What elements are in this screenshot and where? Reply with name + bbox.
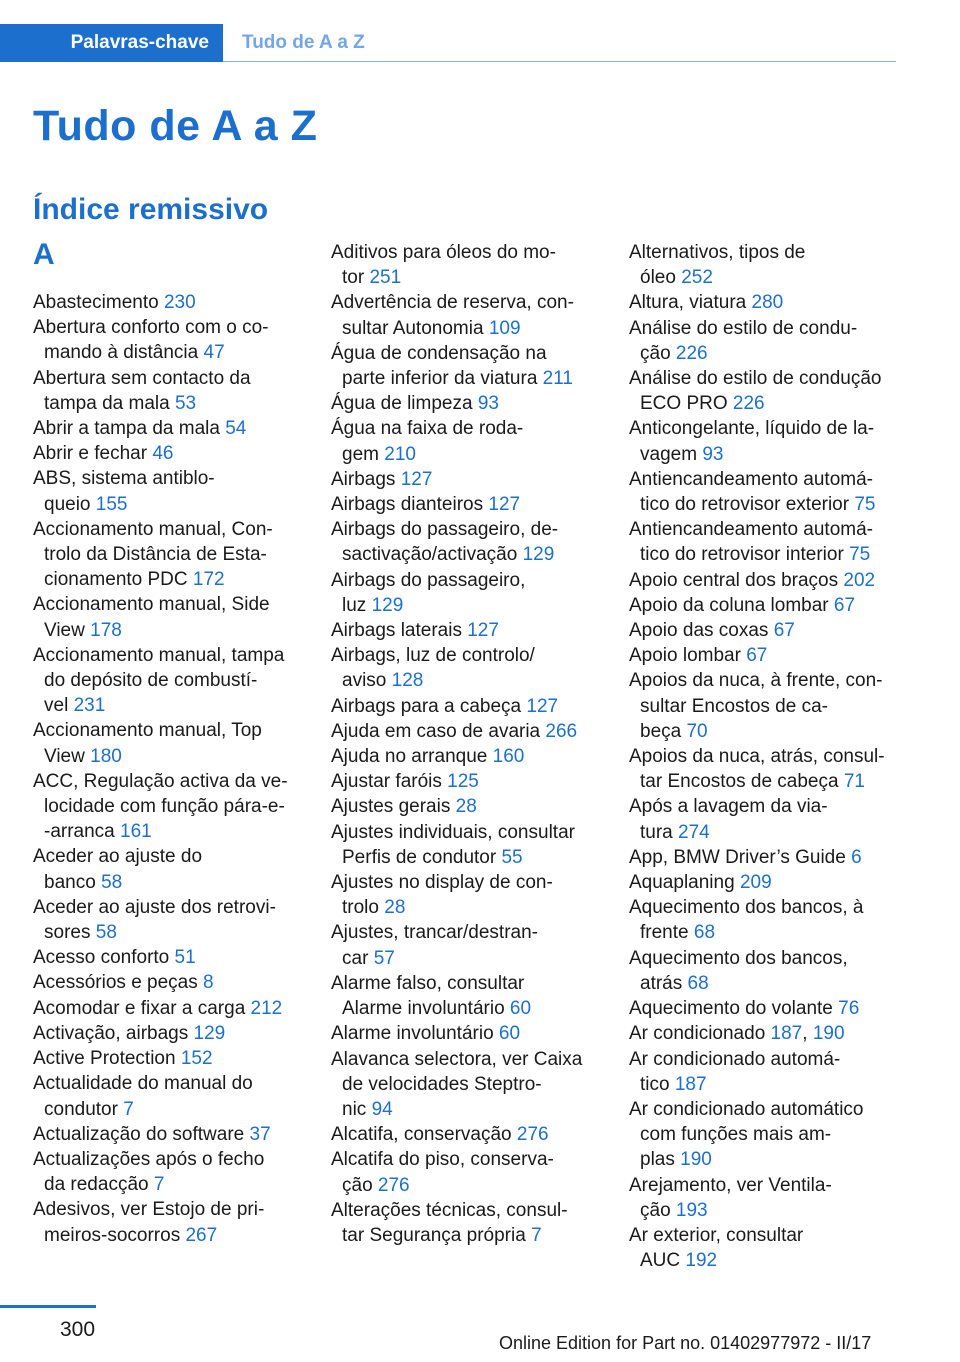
page-ref-link[interactable]: 7 bbox=[153, 1174, 165, 1196]
entry-text: Apoios da nuca, atrás, consul- bbox=[629, 746, 885, 768]
entry-text: nic bbox=[342, 1098, 367, 1120]
index-entry bbox=[33, 718, 308, 768]
entry-text: Antiencandeamento automá- bbox=[629, 519, 873, 541]
index-entry bbox=[331, 467, 606, 492]
entry-text: com funções mais am- bbox=[640, 1124, 832, 1146]
entry-text: de velocidades Steptro- bbox=[342, 1073, 542, 1095]
page-ref-link[interactable]: 51 bbox=[174, 947, 196, 969]
entry-text: gem bbox=[342, 443, 379, 465]
index-entry bbox=[331, 643, 606, 693]
entry-text: Alcatifa do piso, conserva- bbox=[331, 1149, 554, 1171]
page-ref-link[interactable]: 76 bbox=[838, 998, 860, 1020]
index-entry bbox=[629, 593, 904, 618]
entry-text: Advertência de reserva, con- bbox=[331, 292, 574, 314]
index-entry bbox=[331, 1147, 606, 1197]
index-entry bbox=[629, 1223, 904, 1273]
entry-text: ABS, sistema antiblo- bbox=[33, 468, 215, 490]
entry-text: Aquecimento do volante bbox=[629, 998, 833, 1020]
index-entry bbox=[33, 1046, 308, 1071]
index-entry bbox=[331, 794, 606, 819]
index-entry bbox=[33, 466, 308, 516]
index-entry bbox=[331, 1198, 606, 1248]
page-ref-link[interactable]: 202 bbox=[843, 569, 876, 591]
entry-text: Ajustes no display de con- bbox=[331, 872, 553, 894]
entry-text: da redacção bbox=[44, 1174, 149, 1196]
index-entry bbox=[33, 945, 308, 970]
index-entry bbox=[33, 1021, 308, 1046]
entry-text: Acessórios e peças bbox=[33, 972, 198, 994]
entry-text: ção bbox=[640, 342, 671, 364]
page-ref-link[interactable]: 125 bbox=[447, 771, 479, 793]
page-ref-link[interactable]: 127 bbox=[400, 468, 433, 490]
page-ref-link[interactable]: 226 bbox=[675, 342, 708, 364]
entry-text: ção bbox=[342, 1174, 373, 1196]
entry-text: aviso bbox=[342, 670, 387, 692]
index-entry bbox=[629, 618, 904, 643]
entry-text: Abrir a tampa da mala bbox=[33, 418, 220, 440]
index-entry bbox=[33, 290, 308, 315]
entry-text: Airbags dianteiros bbox=[331, 494, 484, 516]
page-ref-link[interactable]: 93 bbox=[477, 393, 499, 415]
page-ref-link[interactable]: 68 bbox=[693, 922, 716, 944]
entry-text: Ajuda no arranque bbox=[331, 746, 488, 768]
entry-text: Alarme falso, consultar bbox=[331, 972, 525, 994]
entry-text: tampa da mala bbox=[44, 392, 170, 414]
entry-text: Ar condicionado automá- bbox=[629, 1048, 841, 1070]
index-entry bbox=[331, 568, 606, 618]
page-ref-link[interactable]: 178 bbox=[90, 619, 122, 641]
entry-text: Perfis de condutor bbox=[342, 846, 497, 868]
entry-text: meiros-socorros bbox=[44, 1224, 181, 1246]
index-entry bbox=[629, 744, 904, 794]
entry-text: vagem bbox=[640, 443, 698, 465]
entry-text: Alternativos, tipos de bbox=[629, 242, 806, 263]
entry-text: locidade com função pára-e- bbox=[44, 796, 285, 818]
entry-text: Abrir e fechar bbox=[33, 443, 148, 465]
entry-text: luz bbox=[342, 594, 367, 616]
entry-text: queio bbox=[44, 493, 91, 515]
entry-text: Aceder ao ajuste do bbox=[33, 846, 203, 868]
entry-text: Alarme involuntário bbox=[342, 998, 505, 1020]
index-entry bbox=[33, 895, 308, 945]
page-ref-link[interactable]: 160 bbox=[492, 746, 525, 768]
entry-text: condutor bbox=[44, 1098, 118, 1120]
page-ref-link[interactable]: 58 bbox=[101, 871, 123, 893]
entry-text: Alterações técnicas, consul- bbox=[331, 1199, 568, 1221]
entry-text: Actualização do software bbox=[33, 1123, 245, 1145]
page-ref-link[interactable]: 75 bbox=[849, 544, 871, 566]
index-entry bbox=[629, 1097, 904, 1173]
page-ref-link[interactable]: 127 bbox=[467, 620, 499, 642]
page-ref-link[interactable]: 129 bbox=[371, 594, 404, 616]
index-entry bbox=[331, 517, 606, 567]
index-entry bbox=[331, 1021, 606, 1046]
page-ref-link[interactable]: 46 bbox=[152, 443, 174, 465]
entry-text: Apoio da coluna lombar bbox=[629, 594, 829, 616]
index-entry bbox=[33, 643, 308, 719]
index-entry bbox=[331, 240, 606, 290]
index-entry bbox=[331, 1047, 606, 1123]
index-entry bbox=[331, 719, 606, 744]
index-entry bbox=[629, 895, 904, 945]
page-ref-link[interactable]: 8 bbox=[203, 972, 214, 994]
entry-text: do depósito de combustí- bbox=[44, 670, 258, 692]
entry-text: Airbags bbox=[331, 468, 396, 490]
entry-text: Airbags, luz de controlo/ bbox=[331, 645, 535, 667]
entry-text: Accionamento manual, Top bbox=[33, 720, 262, 742]
entry-text: Accionamento manual, Con- bbox=[33, 518, 273, 540]
entry-text: Após a lavagem da via- bbox=[629, 796, 828, 818]
entry-text: Accionamento manual, tampa bbox=[33, 644, 285, 666]
page-ref-link[interactable]: 152 bbox=[180, 1048, 213, 1070]
index-entry bbox=[33, 1122, 308, 1147]
entry-text: Apoio das coxas bbox=[629, 620, 769, 642]
index-entry bbox=[629, 290, 904, 315]
entry-text: sores bbox=[44, 922, 91, 944]
entry-text: Acesso conforto bbox=[33, 947, 170, 969]
page-ref-link[interactable]: 57 bbox=[373, 947, 395, 969]
entry-text: Aceder ao ajuste dos retrovi- bbox=[33, 896, 276, 918]
entry-text: Adesivos, ver Estojo de pri- bbox=[33, 1199, 265, 1221]
entry-text: Airbags laterais bbox=[331, 620, 462, 642]
entry-text: Active Protection bbox=[33, 1048, 176, 1070]
entry-text: Actualizações após o fecho bbox=[33, 1148, 265, 1170]
index-column-1 bbox=[33, 290, 308, 1248]
entry-text: Ar exterior, consultar bbox=[629, 1224, 804, 1246]
entry-text: Accionamento manual, Side bbox=[33, 594, 270, 616]
page-ref-link[interactable]: 70 bbox=[686, 720, 708, 742]
entry-text: Apoio lombar bbox=[629, 645, 741, 667]
index-entry bbox=[629, 366, 904, 416]
index-entry bbox=[33, 769, 308, 845]
entry-text: banco bbox=[44, 871, 96, 893]
entry-text: tar Segurança própria bbox=[342, 1224, 526, 1246]
entry-text: Abertura conforto com o co- bbox=[33, 317, 269, 339]
index-entry bbox=[629, 1047, 904, 1097]
entry-text: tor bbox=[342, 267, 365, 289]
page-ref-link[interactable]: 280 bbox=[751, 292, 784, 314]
entry-text: Ar condicionado automático bbox=[629, 1098, 864, 1120]
entry-text: Alavanca selectora, ver Caixa bbox=[331, 1048, 583, 1070]
page-ref-link[interactable]: 193 bbox=[675, 1199, 708, 1221]
edition-note: Online Edition for Part no. 01402977972 - II/17 bbox=[499, 1333, 872, 1353]
entry-text: ção bbox=[640, 1199, 671, 1221]
index-entry: Ar condicionado 187, 190 bbox=[629, 1023, 845, 1045]
page-ref-link[interactable]: 231 bbox=[73, 695, 106, 717]
page-ref-link[interactable]: 187 bbox=[770, 1023, 803, 1045]
index-entry bbox=[331, 820, 606, 870]
entry-text: Airbags do passageiro, bbox=[331, 569, 526, 591]
page-ref-link[interactable]: 93 bbox=[702, 443, 724, 465]
page-ref-link[interactable]: 251 bbox=[369, 267, 402, 289]
entry-text: Água na faixa de roda- bbox=[331, 418, 524, 440]
index-entry bbox=[33, 970, 308, 995]
entry-text: Ajustes gerais bbox=[331, 796, 451, 818]
entry-text: sactivação/activação bbox=[342, 544, 518, 566]
entry-text: tar Encostos de cabeça bbox=[640, 771, 839, 793]
page-ref-link[interactable]: 155 bbox=[95, 493, 128, 515]
entry-text: tico bbox=[640, 1073, 670, 1095]
page-ref-link[interactable]: 211 bbox=[542, 368, 573, 390]
index-entry bbox=[331, 1122, 606, 1147]
page-ref-link[interactable]: 209 bbox=[739, 872, 772, 894]
index-entry bbox=[33, 1197, 308, 1247]
page-ref-link[interactable]: 37 bbox=[249, 1123, 271, 1145]
page-ref-link[interactable]: 172 bbox=[192, 569, 225, 591]
entry-text: AUC bbox=[640, 1250, 681, 1272]
index-entry bbox=[33, 1147, 308, 1197]
page-title: Tudo de A a Z bbox=[33, 102, 318, 150]
page-number: 300 bbox=[60, 1318, 96, 1341]
entry-text: Actualidade do manual do bbox=[33, 1073, 253, 1095]
index-entry bbox=[629, 517, 904, 567]
page-ref-link[interactable]: 252 bbox=[681, 267, 713, 289]
entry-text: Antiencandeamento automá- bbox=[629, 468, 873, 490]
page-ref-link[interactable]: 109 bbox=[488, 317, 521, 339]
entry-text: trolo da Distância de Esta- bbox=[44, 544, 267, 566]
entry-text: trolo bbox=[342, 897, 379, 919]
entry-text: Análise do estilo de condução bbox=[629, 368, 882, 390]
index-entry bbox=[331, 744, 606, 769]
entry-text: cionamento PDC bbox=[44, 569, 188, 591]
section-subtitle: Índice remissivo bbox=[33, 193, 269, 226]
entry-text: tico do retrovisor interior bbox=[640, 544, 844, 566]
index-entry bbox=[331, 492, 606, 517]
index-entry bbox=[629, 467, 904, 517]
page-ref-link[interactable]: 190 bbox=[680, 1149, 712, 1171]
index-entry bbox=[629, 870, 904, 895]
page-header bbox=[0, 24, 896, 62]
entry-text: ACC, Regulação activa da ve- bbox=[33, 770, 288, 792]
page-ref-link[interactable]: 67 bbox=[746, 645, 768, 667]
page-ref-link[interactable]: 226 bbox=[732, 393, 765, 415]
page-ref-link[interactable]: 7 bbox=[123, 1098, 134, 1120]
entry-text: -arranca bbox=[44, 821, 115, 843]
entry-text: óleo bbox=[640, 267, 676, 289]
index-entry bbox=[629, 568, 904, 593]
index-entry bbox=[629, 996, 904, 1021]
entry-text: Ajuda em caso de avaria bbox=[331, 720, 541, 742]
index-entry bbox=[629, 668, 904, 744]
tab-palavras-chave[interactable]: Palavras-chave bbox=[0, 24, 223, 62]
entry-text: frente bbox=[640, 922, 689, 944]
entry-text: View bbox=[44, 745, 85, 767]
index-entry bbox=[331, 391, 606, 416]
index-entry bbox=[33, 441, 308, 466]
index-entry bbox=[33, 844, 308, 894]
page-ref-link[interactable]: 187 bbox=[674, 1073, 707, 1095]
index-column-3 bbox=[629, 240, 904, 1273]
index-entry bbox=[33, 517, 308, 593]
index-entry bbox=[629, 946, 904, 996]
entry-text: Água de limpeza bbox=[331, 393, 473, 415]
index-entry bbox=[629, 845, 904, 870]
entry-text: plas bbox=[640, 1149, 675, 1171]
entry-text: parte inferior da viatura bbox=[342, 368, 538, 390]
entry-text: Ajustar faróis bbox=[331, 771, 442, 793]
entry-text: Aquaplaning bbox=[629, 872, 735, 894]
index-entry bbox=[629, 1173, 904, 1223]
index-entry bbox=[629, 240, 904, 290]
index-entry bbox=[331, 290, 606, 340]
entry-text: Airbags para a cabeça bbox=[331, 695, 522, 717]
index-entry bbox=[33, 315, 308, 365]
page-ref-link[interactable]: 60 bbox=[498, 1023, 521, 1045]
index-entry bbox=[33, 1071, 308, 1121]
index-entry bbox=[33, 996, 308, 1021]
page-ref-link[interactable]: 53 bbox=[174, 392, 197, 414]
entry-text: Aditivos para óleos do mo- bbox=[331, 242, 556, 263]
page-ref-link[interactable]: 94 bbox=[371, 1098, 393, 1120]
entry-text: Airbags do passageiro, de- bbox=[331, 519, 559, 541]
entry-text: Ajustes individuais, consultar bbox=[331, 821, 575, 843]
page-ref-link[interactable]: 75 bbox=[854, 494, 876, 516]
entry-text: Ar condicionado bbox=[629, 1023, 766, 1045]
page-ref-link[interactable]: 54 bbox=[225, 418, 247, 440]
page-ref-link[interactable]: 28 bbox=[455, 796, 477, 818]
page-ref-link[interactable]: 212 bbox=[250, 997, 283, 1019]
page-ref-link[interactable]: 67 bbox=[833, 594, 856, 616]
page-ref-link[interactable]: 180 bbox=[90, 745, 122, 767]
entry-text: Aquecimento dos bancos, bbox=[629, 947, 848, 969]
index-entry bbox=[331, 920, 606, 970]
entry-text: Apoio central dos braços bbox=[629, 569, 839, 591]
entry-text: Abertura sem contacto da bbox=[33, 367, 251, 389]
entry-text: Activação, airbags bbox=[33, 1022, 189, 1044]
tab-tudo-de-a-a-z[interactable]: Tudo de A a Z bbox=[242, 32, 365, 53]
index-entry bbox=[33, 416, 308, 441]
entry-text: beça bbox=[640, 720, 682, 742]
page-ref-link[interactable]: 28 bbox=[384, 897, 406, 919]
page-ref-link[interactable]: 47 bbox=[203, 342, 225, 364]
page-ref-link[interactable]: 68 bbox=[687, 972, 709, 994]
page-ref-link[interactable]: 71 bbox=[843, 771, 865, 793]
page-ref-link[interactable]: 58 bbox=[95, 922, 117, 944]
entry-text: Análise do estilo de condu- bbox=[629, 317, 858, 339]
entry-text: tura bbox=[640, 821, 673, 843]
page-ref-link[interactable]: 127 bbox=[488, 494, 521, 516]
index-entry bbox=[331, 618, 606, 643]
entry-text: tico do retrovisor exterior bbox=[640, 494, 850, 516]
page-ref-link[interactable]: 129 bbox=[193, 1022, 226, 1044]
entry-text: sultar Encostos de ca- bbox=[640, 695, 828, 717]
index-entry bbox=[331, 769, 606, 794]
page-ref-link[interactable]: 210 bbox=[384, 443, 416, 465]
entry-text: Aquecimento dos bancos, à bbox=[629, 897, 864, 919]
index-entry bbox=[331, 870, 606, 920]
entry-text: Altura, viatura bbox=[629, 292, 747, 314]
footer-accent-bar bbox=[0, 1305, 96, 1308]
page-ref-link[interactable]: 276 bbox=[377, 1174, 410, 1196]
entry-text: car bbox=[342, 947, 369, 969]
entry-text: Abastecimento bbox=[33, 292, 159, 313]
entry-text: App, BMW Driver’s Guide bbox=[629, 846, 846, 868]
page-ref-link[interactable]: 276 bbox=[516, 1124, 549, 1146]
page-ref-link[interactable]: 55 bbox=[501, 846, 523, 868]
page-ref-link[interactable]: 267 bbox=[185, 1224, 218, 1246]
page-ref-link[interactable]: 192 bbox=[685, 1250, 718, 1272]
page-ref-link[interactable]: 274 bbox=[678, 821, 710, 843]
entry-text: vel bbox=[44, 695, 69, 717]
page-ref-link[interactable]: 230 bbox=[163, 292, 196, 313]
index-entry bbox=[33, 366, 308, 416]
page-ref-link[interactable]: 6 bbox=[851, 846, 862, 868]
entry-text: atrás bbox=[640, 972, 683, 994]
entry-text: sultar Autonomia bbox=[342, 317, 484, 339]
index-entry bbox=[331, 694, 606, 719]
index-column-2 bbox=[331, 240, 606, 1248]
index-entry bbox=[629, 316, 904, 366]
entry-text: Alarme involuntário bbox=[331, 1023, 494, 1045]
index-letter-heading: A bbox=[33, 238, 55, 271]
entry-text: Anticongelante, líquido de la- bbox=[629, 418, 875, 440]
page-ref-link[interactable]: 161 bbox=[120, 821, 152, 843]
entry-text: Acomodar e fixar a carga bbox=[33, 997, 246, 1019]
index-entry bbox=[629, 416, 904, 466]
page-ref-link[interactable]: 127 bbox=[526, 695, 559, 717]
entry-text: Arejamento, ver Ventila- bbox=[629, 1174, 832, 1196]
page-ref-link[interactable]: 128 bbox=[391, 670, 424, 692]
index-entry bbox=[629, 643, 904, 668]
page-ref-link[interactable]: 60 bbox=[509, 998, 532, 1020]
entry-text: Água de condensação na bbox=[331, 342, 547, 364]
entry-text: View bbox=[44, 619, 85, 641]
page-ref-link[interactable]: 7 bbox=[531, 1224, 542, 1246]
index-entry bbox=[629, 794, 904, 844]
entry-text: Apoios da nuca, à frente, con- bbox=[629, 670, 883, 692]
entry-text: Alcatifa, conservação bbox=[331, 1124, 512, 1146]
page-ref-link[interactable]: 67 bbox=[773, 620, 795, 642]
header-divider bbox=[223, 61, 896, 62]
page-ref-link[interactable]: 190 bbox=[812, 1023, 845, 1045]
index-entry bbox=[331, 341, 606, 391]
page-ref-link[interactable]: 129 bbox=[522, 544, 555, 566]
entry-text: ECO PRO bbox=[640, 393, 728, 415]
index-entry bbox=[331, 971, 606, 1021]
index-entry bbox=[331, 416, 606, 466]
index-entry bbox=[33, 592, 308, 642]
entry-text: Ajustes, trancar/destran- bbox=[331, 922, 538, 944]
page-ref-link[interactable]: 266 bbox=[545, 720, 578, 742]
entry-text: mando à distância bbox=[44, 342, 199, 364]
